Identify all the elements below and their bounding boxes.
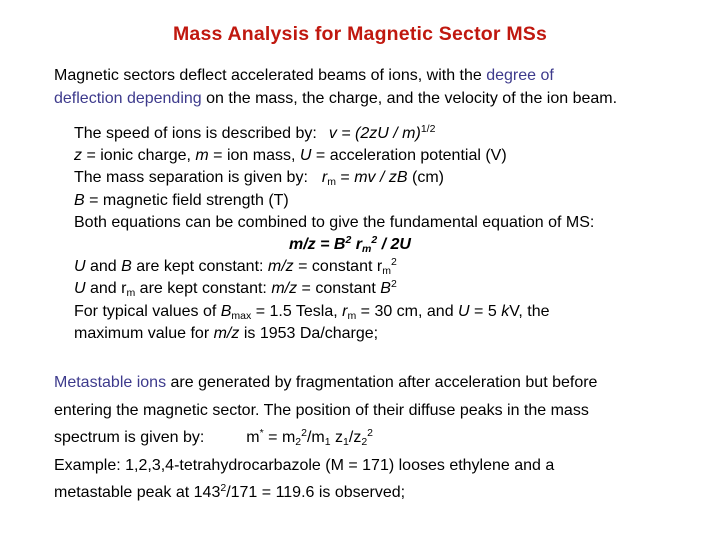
fund-eq-part-3: / 2U [377,236,411,254]
fund-eq-part-2: r [351,236,362,254]
mv-2: is 1953 Da/charge; [239,324,379,342]
tv-2: = 1.5 Tesla, [251,302,343,320]
variables-line [74,145,704,167]
constant-urm-line [74,278,704,300]
tv-m: m [347,309,357,322]
ub-and: and [85,258,122,276]
ms-z-sub-1: 1 [343,436,349,448]
ms-div: /m [306,429,325,446]
tv-b: B [220,302,232,320]
metastable-line-2: entering the magnetic sector. The position of their diffuse peaks in the mass [54,401,589,419]
constant-ub-line [74,256,704,278]
speed-line [74,123,704,145]
ms-eq: = m [263,429,296,446]
speed-exponent: 1/2 [420,123,436,135]
rm-subscript: m [327,176,336,189]
urm-text: are kept constant: [135,280,272,298]
urm-mz: m/z [271,280,298,298]
urm-b: B [380,280,391,298]
ms-sub-2: 2 [295,436,302,448]
equals: = [335,169,355,187]
mv-1: maximum value for [74,324,214,342]
example-value: metastable peak at 143 [54,484,221,501]
metastable-line-4: Example: 1,2,3,4-tetrahydrocarbazole (M = 171) looses ethylene and a [54,456,555,474]
intro-text-1: Magnetic sectors deflect accelerated beams of ions, with the [54,67,487,84]
var-u-desc: = acceleration potential (V) [311,147,507,165]
ms-z: z [330,429,344,446]
tv-k: k [501,302,510,320]
metastable-line-5 [54,479,704,507]
mv-mz: m/z [213,324,240,342]
tv-1: For typical values of [74,302,221,320]
max-value-line [74,323,704,345]
metastable-line-1 [54,369,704,397]
example-result: /171 = 119.6 is observed; [226,484,406,501]
var-z: z [74,147,82,165]
ub-u: U [74,258,86,276]
mass-separation-line [74,167,704,189]
metastable-ions-term: Metastable ions [54,374,167,391]
urm-constant: = constant [297,280,381,298]
example-sup: 2 [220,482,227,494]
ub-sub: m [382,265,391,278]
ms-z-sub-2: 2 [361,436,368,448]
mass-separation-equation: mv / zB [354,169,408,187]
fund-eq-part-1: m/z = B [289,236,346,254]
metastable-line-1-text: are generated by fragmentation after acceleration but before [166,374,598,391]
intro-text-2: on the mass, the charge, and the velocity of the ion beam. [201,90,618,107]
ms-sup-2: 2 [301,427,307,439]
fundamental-equation [74,234,704,256]
ub-sup: 2 [390,256,397,269]
urm-sub: m [126,287,136,300]
var-m: m [195,147,209,165]
mass-separation-unit: (cm) [407,169,444,187]
ms-z-sup-2: 2 [367,427,374,439]
equations-block [74,123,704,345]
ub-constant: = constant r [293,258,383,276]
var-m-desc: = ion mass, [208,147,300,165]
ub-mz: m/z [267,258,294,276]
ms-m: m [246,429,260,446]
combine-line: Both equations can be combined to give the fundamental equation of MS: [74,213,595,231]
urm-sup: 2 [390,278,397,291]
urm-u: U [74,280,86,298]
var-b: B [74,191,85,209]
typical-values-line [74,301,704,323]
fund-eq-sup-1: 2 [345,234,352,247]
intro-highlight-degree: degree of [486,67,554,84]
ms-sub-1: 1 [324,436,331,448]
tv-5: V, the [509,302,550,320]
speed-label: The speed of ions is described by: [74,125,317,142]
field-line [74,190,704,212]
intro-paragraph [54,64,704,110]
ms-div-z: /z [348,429,362,446]
tv-3: = 30 cm, and [356,302,459,320]
tv-r: r [342,302,348,320]
intro-highlight-deflection: deflection depending [54,90,202,107]
speed-equation: v = (2zU / m) [328,125,421,142]
metastable-paragraph [54,369,704,507]
tv-u: U [458,302,470,320]
slide-title: Mass Analysis for Magnetic Sector MSs [172,23,548,45]
rm-symbol: r [321,169,328,187]
var-u: U [299,147,312,165]
ub-b: B [121,258,132,276]
tv-max: max [231,309,252,322]
spectrum-label: spectrum is given by: [54,429,205,446]
fund-eq-sub: m [361,243,372,256]
mass-separation-label: The mass separation is given by: [74,169,308,187]
var-z-desc: = ionic charge, [82,147,196,165]
ub-text: are kept constant: [131,258,268,276]
urm-and: and r [85,280,127,298]
ms-star: * [259,427,264,439]
fund-eq-sup-2: 2 [371,234,378,247]
var-b-desc: = magnetic field strength (T) [84,191,289,209]
tv-4: = 5 [469,302,502,320]
metastable-line-3 [54,424,704,452]
